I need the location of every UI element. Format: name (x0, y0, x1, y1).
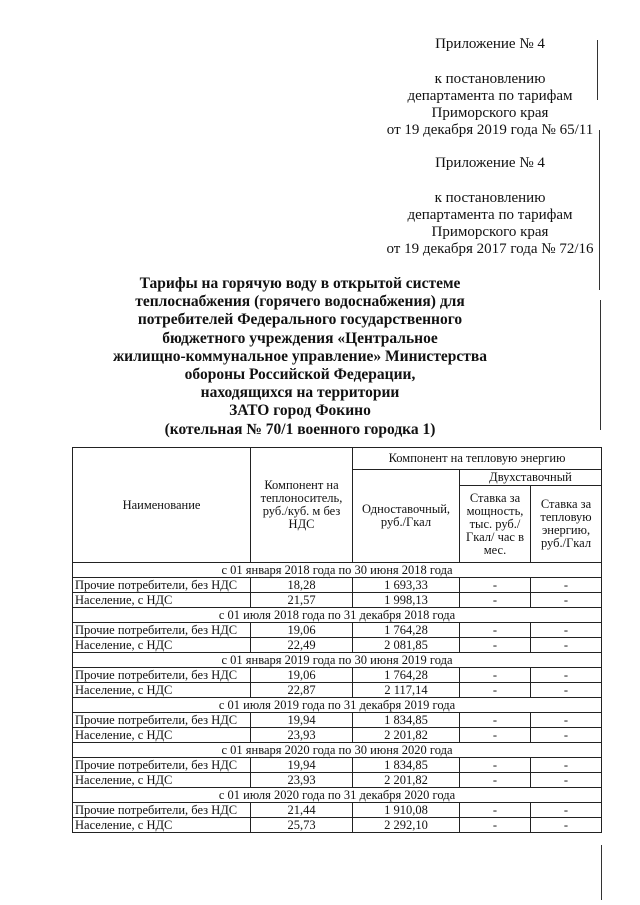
cell-energy-rate: - (531, 818, 602, 833)
table-row (73, 593, 602, 608)
appendix-line: от 19 декабря 2017 года № 72/16 (386, 241, 594, 257)
appendix-title: Приложение № 4 (435, 36, 545, 52)
table-row (73, 728, 602, 743)
appendix-line: к постановлению (434, 71, 546, 87)
period-label: с 01 января 2020 года по 30 июня 2020 года (73, 743, 602, 758)
heading-line: находящихся на территории (200, 384, 400, 402)
cell-carrier: 23,93 (251, 773, 353, 788)
heading-line: теплоснабжения (горячего водоснабжения) для (135, 293, 465, 311)
cell-name: Население, с НДС (73, 818, 251, 833)
heading-line: Тарифы на горячую воду в открытой системе (139, 275, 461, 292)
table-row (73, 818, 602, 833)
cell-capacity: - (460, 773, 531, 788)
cell-carrier: 22,49 (251, 638, 353, 653)
cell-energy-rate: - (531, 668, 602, 683)
scan-edge-line (600, 300, 601, 430)
heading-line: бюджетного учреждения «Центральное (162, 329, 438, 347)
cell-single: 2 292,10 (353, 818, 460, 833)
cell-energy-rate: - (531, 773, 602, 788)
cell-single: 1 998,13 (353, 593, 460, 608)
table-row (73, 773, 602, 788)
heading-line: обороны Российской Федерации, (184, 366, 416, 384)
tariff-table (72, 447, 602, 833)
cell-carrier: 18,28 (251, 578, 353, 593)
cell-capacity: - (460, 803, 531, 818)
cell-single: 2 117,14 (353, 683, 460, 698)
cell-capacity: - (460, 683, 531, 698)
cell-capacity: - (460, 758, 531, 773)
heading-line: потребителей Федерального государственного (137, 311, 463, 329)
cell-capacity: - (460, 578, 531, 593)
cell-carrier: 19,06 (251, 668, 353, 683)
cell-single: 1 693,33 (353, 578, 460, 593)
header-carrier: Компонент на теплоноситель, руб./куб. м без НДС (251, 448, 353, 563)
cell-energy-rate: - (531, 578, 602, 593)
cell-single: 2 201,82 (353, 773, 460, 788)
table-row (73, 683, 602, 698)
cell-energy-rate: - (531, 593, 602, 608)
cell-single: 2 081,85 (353, 638, 460, 653)
cell-name: Прочие потребители, без НДС (73, 713, 251, 728)
period-label: с 01 июля 2020 года по 31 декабря 2020 года (73, 788, 602, 803)
appendix-line: департамента по тарифам (407, 88, 573, 104)
period-label: с 01 июля 2019 года по 31 декабря 2019 года (73, 698, 602, 713)
cell-capacity: - (460, 638, 531, 653)
cell-capacity: - (460, 728, 531, 743)
cell-capacity: - (460, 818, 531, 833)
period-row (73, 563, 602, 578)
period-row (73, 743, 602, 758)
cell-energy-rate: - (531, 758, 602, 773)
cell-single: 1 764,28 (353, 623, 460, 638)
cell-name: Прочие потребители, без НДС (73, 668, 251, 683)
cell-carrier: 25,73 (251, 818, 353, 833)
header-energy-rate: Ставка за тепловую энергию, руб./Гкал (531, 486, 602, 563)
appendix-block-2017 (372, 155, 608, 258)
table-row (73, 578, 602, 593)
cell-carrier: 19,06 (251, 623, 353, 638)
period-label: с 01 июля 2018 года по 31 декабря 2018 года (73, 608, 602, 623)
appendix-title: Приложение № 4 (435, 155, 545, 171)
period-row (73, 788, 602, 803)
cell-capacity: - (460, 668, 531, 683)
cell-energy-rate: - (531, 623, 602, 638)
header-single-rate: Одноставочный, руб./Гкал (353, 470, 460, 563)
tariff-table-body (73, 563, 602, 833)
period-label: с 01 января 2019 года по 30 июня 2019 года (73, 653, 602, 668)
cell-single: 1 764,28 (353, 668, 460, 683)
cell-carrier: 23,93 (251, 728, 353, 743)
period-label: с 01 января 2018 года по 30 июня 2018 года (73, 563, 602, 578)
cell-capacity: - (460, 713, 531, 728)
table-row (73, 803, 602, 818)
heading-line: ЗАТО город Фокино (229, 402, 371, 420)
appendix-line: Приморского края (431, 105, 549, 121)
cell-name: Население, с НДС (73, 683, 251, 698)
cell-single: 1 834,85 (353, 713, 460, 728)
cell-name: Прочие потребители, без НДС (73, 803, 251, 818)
cell-energy-rate: - (531, 728, 602, 743)
document-heading (100, 275, 500, 439)
header-capacity-rate: Ставка за мощность, тыс. руб./Гкал/ час в мес. (460, 486, 531, 563)
header-two-part: Двухставочный (460, 470, 602, 486)
cell-energy-rate: - (531, 713, 602, 728)
cell-name: Население, с НДС (73, 638, 251, 653)
header-name: Наименование (73, 448, 251, 563)
period-row (73, 608, 602, 623)
appendix-line: Приморского края (431, 224, 549, 240)
cell-capacity: - (460, 623, 531, 638)
cell-single: 1 910,08 (353, 803, 460, 818)
cell-name: Прочие потребители, без НДС (73, 758, 251, 773)
cell-name: Прочие потребители, без НДС (73, 578, 251, 593)
heading-line: жилищно-коммунальное управление» Министерства (112, 347, 488, 365)
appendix-block-2019 (372, 36, 608, 139)
cell-carrier: 19,94 (251, 758, 353, 773)
table-row (73, 758, 602, 773)
period-row (73, 653, 602, 668)
cell-name: Население, с НДС (73, 593, 251, 608)
cell-carrier: 21,57 (251, 593, 353, 608)
cell-single: 2 201,82 (353, 728, 460, 743)
scan-edge-line (601, 845, 602, 900)
cell-carrier: 22,87 (251, 683, 353, 698)
table-row (73, 668, 602, 683)
cell-name: Население, с НДС (73, 728, 251, 743)
appendix-line: к постановлению (434, 190, 546, 206)
table-row (73, 638, 602, 653)
appendix-line: от 19 декабря 2019 года № 65/11 (386, 122, 594, 138)
cell-carrier: 21,44 (251, 803, 353, 818)
header-energy: Компонент на тепловую энергию (353, 448, 602, 470)
cell-energy-rate: - (531, 683, 602, 698)
heading-line: (котельная № 70/1 военного городка 1) (164, 420, 436, 438)
appendix-line: департамента по тарифам (407, 207, 573, 223)
cell-energy-rate: - (531, 638, 602, 653)
table-row (73, 713, 602, 728)
cell-energy-rate: - (531, 803, 602, 818)
cell-single: 1 834,85 (353, 758, 460, 773)
cell-carrier: 19,94 (251, 713, 353, 728)
period-row (73, 698, 602, 713)
table-row (73, 623, 602, 638)
cell-name: Прочие потребители, без НДС (73, 623, 251, 638)
cell-capacity: - (460, 593, 531, 608)
cell-name: Население, с НДС (73, 773, 251, 788)
